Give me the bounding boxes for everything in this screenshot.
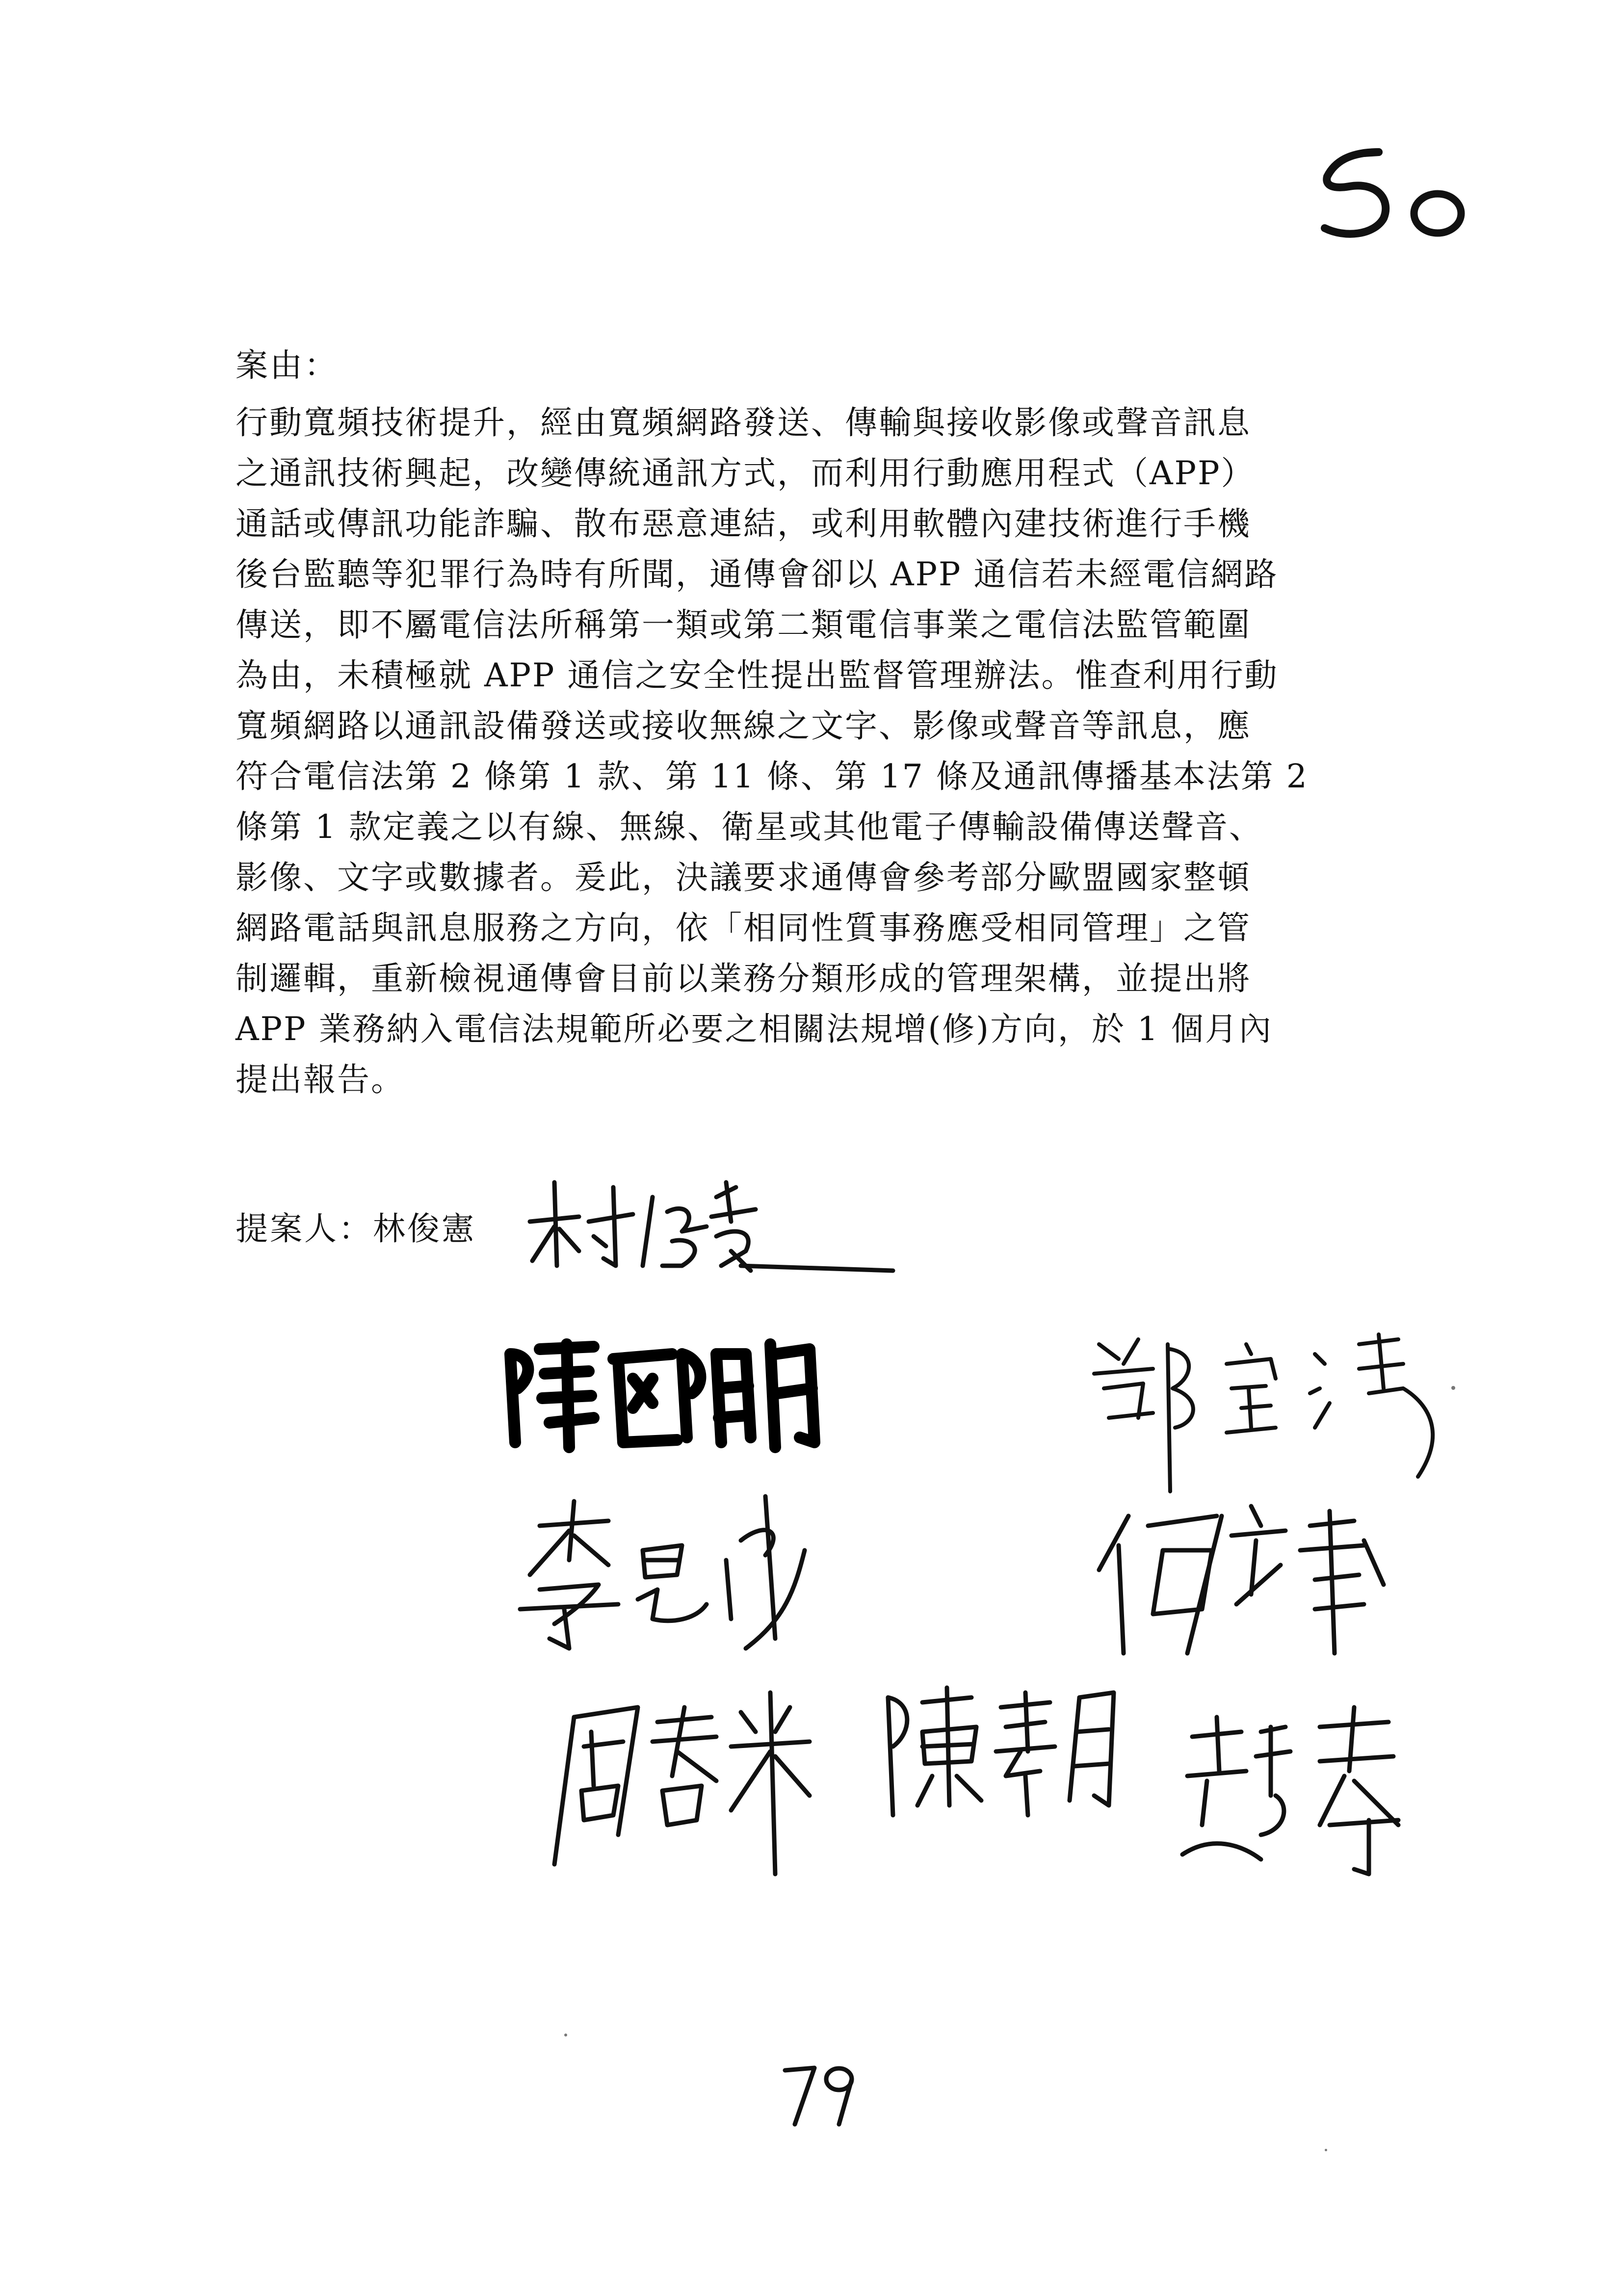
case-body	[236, 397, 1393, 1105]
case-body-line: 之通訊技術興起，改變傳統通訊方式，而利用行動應用程式（APP）	[236, 454, 1255, 492]
signature-li-kun-ze	[510, 1491, 864, 1658]
case-body-line: 符合電信法第 2 條第 1 款、第 11 條、第 17 條及通訊傳播基本法第 2	[236, 757, 1309, 795]
proposer-line	[236, 1207, 476, 1251]
signature-chen-ou-po	[496, 1325, 829, 1452]
signature-lin-jun-xian	[520, 1168, 893, 1280]
case-body-line: 網路電話與訊息服務之方向，依「相同性質事務應受相同管理」之管	[236, 909, 1251, 947]
signature-zhou-chun-mi	[545, 1678, 819, 1884]
proposer-label: 提案人：	[236, 1210, 373, 1248]
scan-speck	[1325, 2149, 1327, 2151]
handwritten-bottom-number	[780, 2056, 859, 2129]
handwritten-79-drawing	[780, 2056, 859, 2129]
case-body-line: 通話或傳訊功能詐騙、散布惡意連結，或利用軟體內建技術進行手機	[236, 505, 1251, 543]
case-body-line: 為由，未積極就 APP 通信之安全性提出監督管理辦法。惟查利用行動	[236, 656, 1279, 694]
case-body-line: 影像、文字或數據者。爰此，決議要求通傳會參考部分歐盟國家整頓	[236, 859, 1251, 896]
case-body-line: 提出報告。	[236, 1061, 405, 1098]
scan-speck	[564, 2034, 567, 2036]
case-body-line: APP 業務納入電信法規範所必要之相關法規增(修)方向，於 1 個月內	[236, 1010, 1273, 1048]
case-body-line: 傳送，即不屬電信法所稱第一類或第二類電信事業之電信法監管範圍	[236, 606, 1251, 644]
handwritten-50-drawing	[1305, 132, 1482, 245]
case-body-line: 制邏輯，重新檢視通傳會目前以業務分類形成的管理架構，並提出將	[236, 960, 1251, 997]
handwritten-page-number	[1305, 132, 1482, 245]
case-body-line: 後台監聽等犯罪行為時有所聞，通傳會卻以 APP 通信若未經電信網路	[236, 555, 1279, 593]
case-body-line: 行動寬頻技術提升，經由寬頻網路發送、傳輸與接收影像或聲音訊息	[236, 404, 1251, 442]
signature-he-xin-chun	[1089, 1496, 1393, 1658]
case-heading: 案由：	[236, 346, 339, 384]
case-body-line: 條第 1 款定義之以有線、無線、衛星或其他電子傳輸設備傳送聲音、	[236, 808, 1263, 846]
proposer-name: 林俊憲	[373, 1210, 476, 1248]
signature-chen-su-yue	[873, 1678, 1128, 1825]
scan-speck	[1451, 1386, 1455, 1390]
case-body-line: 寬頻網路以通訊設備發送或接收無線之文字、影像或聲音等訊息，應	[236, 707, 1251, 745]
signature-zheng-bao-qing	[1084, 1315, 1457, 1501]
signature-zhao-tian-lin	[1173, 1697, 1428, 1884]
